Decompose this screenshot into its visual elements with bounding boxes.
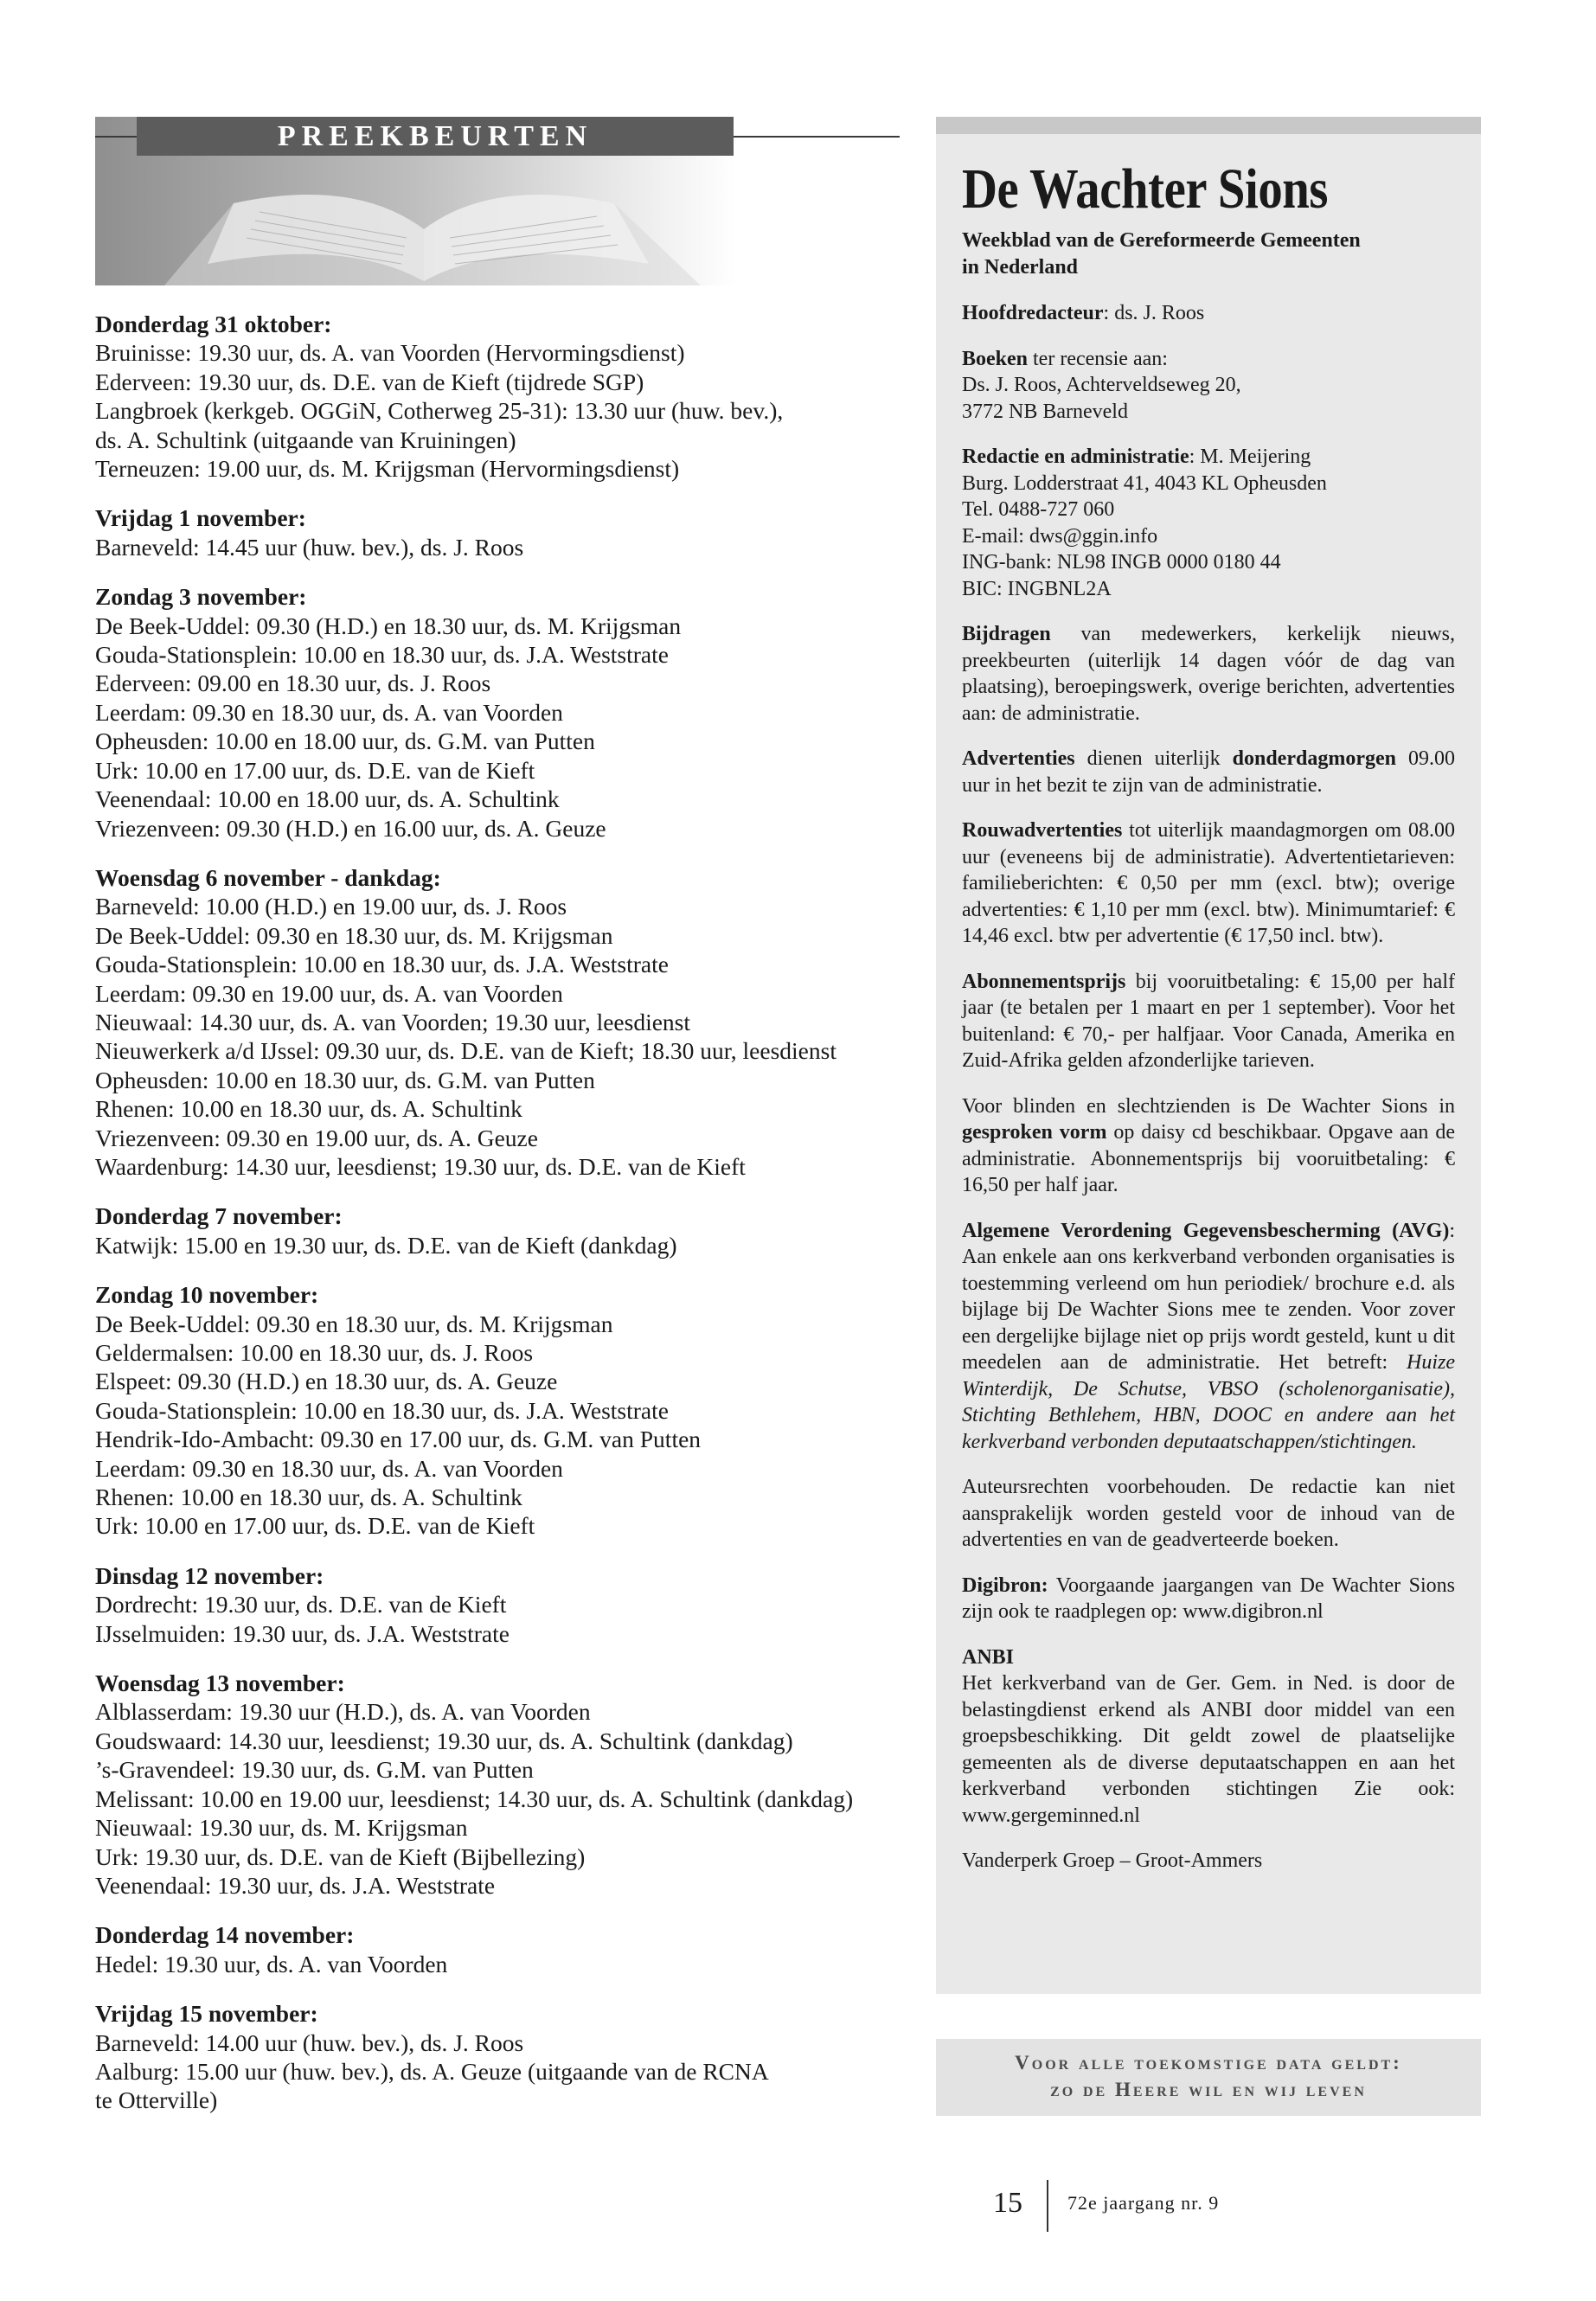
schedule-day	[95, 1669, 913, 1900]
service-entry: Nieuwerkerk a/d IJssel: 09.30 uur, ds. D.E. van de Kieft; 18.30 uur, leesdienst	[95, 1037, 836, 1065]
service-entry: De Beek-Uddel: 09.30 en 18.30 uur, ds. M. Krijgsman	[95, 1310, 613, 1337]
day-heading: Zondag 10 november:	[95, 1281, 319, 1309]
subscription-block: Abonnementsprijs bij vooruitbetaling: € 15,00 per half jaar (te betalen per 1 maart en per 1 september). Voor het buitenland: € 70,- per halfjaar. Voor Canada, Amerika en Zuid-Afrika gelden afzonderlijke tarieven.	[962, 970, 1455, 1072]
service-entry: Barneveld: 10.00 (H.D.) en 19.00 uur, ds. J. Roos	[95, 893, 567, 920]
service-entry: Terneuzen: 19.00 uur, ds. M. Krijgsman (Hervormingsdienst)	[95, 455, 680, 483]
email-text: E-mail: dws@ggin.info	[962, 524, 1158, 548]
service-entry: Urk: 10.00 en 17.00 uur, ds. D.E. van de Kieft	[95, 756, 535, 784]
service-entry: ’s-Gravendeel: 19.30 uur, ds. G.M. van Putten	[95, 1756, 534, 1784]
service-entry: Leerdam: 09.30 en 18.30 uur, ds. A. van Voorden	[95, 1454, 563, 1482]
service-entry: Leerdam: 09.30 en 18.30 uur, ds. A. van Voorden	[95, 698, 563, 726]
day-heading: Zondag 3 november:	[95, 583, 307, 611]
schedule-day	[95, 503, 913, 561]
page-number: 15	[993, 2187, 1022, 2219]
privacy-block: Algemene Verordening Gegevensbescherming (AVG): Aan enkele aan ons kerkverband verbonden organisaties is toestemming verleend om hun periodiek/ brochure e.d. als bijlage bij De Wachter Sions mee te zenden. Voor zover een dergelijke bijlage niet op prijs wordt gesteld, kunt u dit meedelen aan de administratie. Het betreft: Huize Winterdijk, De Schutse, VBSO (scholenorganisatie), Stichting Bethlehem, HBN, DOOC en andere aan het kerkverband verbonden deputaatschappen/stichtingen.	[962, 1219, 1455, 1453]
service-entry: Elspeet: 09.30 (H.D.) en 18.30 uur, ds. A. Geuze	[95, 1368, 558, 1395]
service-entry: De Beek-Uddel: 09.30 en 18.30 uur, ds. M. Krijgsman	[95, 921, 613, 949]
mourning-ads-block: Rouwadvertenties tot uiterlijk maandagmorgen om 08.00 uur (eveneens bij de administratie). Advertentietarieven: familieberichten: € 0,50 per mm (excl. btw); overige advertenties: € 1,10 per mm (excl. btw). Minimumtarief: € 14,46 excl. btw per advertentie (€ 17,50 incl. btw).	[962, 819, 1455, 947]
service-entry: Gouda-Stationsplein: 10.00 en 18.30 uur, ds. J.A. Weststrate	[95, 1396, 669, 1424]
service-entry: Waardenburg: 14.30 uur, leesdienst; 19.30 uur, ds. D.E. van de Kieft	[95, 1152, 746, 1180]
day-heading: Woensdag 13 november:	[95, 1670, 345, 1697]
service-entry: Rhenen: 10.00 en 18.30 uur, ds. A. Schultink	[95, 1095, 522, 1123]
books-block: Boeken ter recensie aan: Ds. J. Roos, Achterveldseweg 20, 3772 NB Barneveld	[962, 347, 1241, 423]
schedule-day	[95, 1202, 913, 1259]
schedule-day	[95, 1280, 913, 1541]
service-entry: Hedel: 19.30 uur, ds. A. van Voorden	[95, 1950, 448, 1977]
open-book-icon	[130, 169, 735, 285]
day-heading: Donderdag 7 november:	[95, 1202, 343, 1230]
advertisements-block: Advertenties dienen uiterlijk donderdagmorgen 09.00 uur in het bezit te zijn van de administratie.	[962, 747, 1455, 797]
service-entry: Bruinisse: 19.30 uur, ds. A. van Voorden (Hervormingsdienst)	[95, 339, 685, 367]
schedule-day	[95, 582, 913, 843]
schedule-day	[95, 863, 913, 1181]
volume-info: 72e jaargang nr. 9	[1067, 2192, 1220, 2214]
editor-block: Hoofdredacteur: ds. J. Roos	[962, 302, 1205, 324]
administration-block: Redactie en administratie: M. Meijering Burg. Lodderstraat 41, 4043 KL Opheusden Tel. 0488-727 060 E-mail: dws@ggin.info ING-bank: NL98 INGB 0000 0180 44 BIC: INGBNL2A	[962, 444, 1455, 602]
schedule-column	[95, 117, 913, 2136]
day-heading: Dinsdag 12 november:	[95, 1561, 324, 1589]
service-entry: Goudswaard: 14.30 uur, leesdienst; 19.30 uur, ds. A. Schultink (dankdag)	[95, 1727, 793, 1754]
contributions-block: Bijdragen van medewerkers, kerkelijk nieuws, preekbeurten (uiterlijk 14 dagen vóór de dag van plaatsing), beroepingswerk, overige berichten, advertenties aan: de administratie.	[962, 623, 1455, 725]
schedule-day	[95, 1999, 913, 2115]
service-entry: De Beek-Uddel: 09.30 (H.D.) en 18.30 uur, ds. M. Krijgsman	[95, 612, 682, 639]
service-entry: Rhenen: 10.00 en 18.30 uur, ds. A. Schultink	[95, 1484, 522, 1511]
footer-note: Voor alle toekomstige data geldt: zo de Heere wil en wij leven	[936, 2036, 1481, 2116]
day-heading: Vrijdag 1 november:	[95, 504, 306, 532]
service-entry: te Otterville)	[95, 2086, 218, 2114]
service-entry: Urk: 19.30 uur, ds. D.E. van de Kieft (Bijbellezing)	[95, 1843, 586, 1870]
service-entry: Barneveld: 14.45 uur (huw. bev.), ds. J. Roos	[95, 533, 524, 561]
service-entry: Ederveen: 19.30 uur, ds. D.E. van de Kieft (tijdrede SGP)	[95, 368, 644, 395]
service-entry: Veenendaal: 10.00 en 18.00 uur, ds. A. Schultink	[95, 785, 560, 813]
service-entry: IJsselmuiden: 19.30 uur, ds. J.A. Weststrate	[95, 1619, 510, 1647]
day-heading: Vrijdag 15 november:	[95, 2000, 318, 2028]
day-heading: Woensdag 6 november - dankdag:	[95, 863, 441, 891]
colophon-sidebar	[936, 117, 1481, 1994]
schedule-day	[95, 310, 913, 483]
service-entry: Aalburg: 15.00 uur (huw. bev.), ds. A. Geuze (uitgaande van de RCNA	[95, 2057, 769, 2085]
service-entry: Barneveld: 14.00 uur (huw. bev.), ds. J. Roos	[95, 2029, 524, 2056]
section-title: PREEKBEURTEN	[137, 117, 734, 156]
schedule-list	[95, 310, 913, 2115]
service-entry: Nieuwaal: 14.30 uur, ds. A. van Voorden; 19.30 uur, leesdienst	[95, 1008, 691, 1035]
copyright-block: Auteursrechten voorbehouden. De redactie kan niet aansprakelijk worden gesteld voor de inhoud van de advertenties en van de geadverteerde boeken.	[962, 1476, 1455, 1551]
magazine-subtitle: Weekblad van de Gereformeerde Gemeenten in Nederland	[962, 229, 1361, 279]
service-entry: Veenendaal: 19.30 uur, ds. J.A. Weststrate	[95, 1871, 496, 1899]
day-heading: Donderdag 31 oktober:	[95, 311, 332, 337]
service-entry: Vriezenveen: 09.30 (H.D.) en 16.00 uur, ds. A. Geuze	[95, 814, 606, 842]
service-entry: Langbroek (kerkgeb. OGGiN, Cotherweg 25-31): 13.30 uur (huw. bev.),	[95, 397, 784, 425]
service-entry: Urk: 10.00 en 17.00 uur, ds. D.E. van de Kieft	[95, 1512, 535, 1540]
day-heading: Donderdag 14 november:	[95, 1921, 355, 1949]
magazine-title: De Wachter Sions	[962, 157, 1329, 221]
footer-divider	[1047, 2180, 1048, 2232]
service-entry: Vriezenveen: 09.30 en 19.00 uur, ds. A. Geuze	[95, 1124, 538, 1151]
section-header	[95, 117, 917, 285]
service-entry: ds. A. Schultink (uitgaande van Kruiningen)	[95, 426, 516, 453]
service-entry: Gouda-Stationsplein: 10.00 en 18.30 uur, ds. J.A. Weststrate	[95, 641, 669, 669]
printer-block: Vanderperk Groep – Groot-Ammers	[962, 1849, 1263, 1872]
service-entry: Gouda-Stationsplein: 10.00 en 18.30 uur, ds. J.A. Weststrate	[95, 951, 669, 978]
service-entry: Hendrik-Ido-Ambacht: 09.30 en 17.00 uur, ds. G.M. van Putten	[95, 1426, 702, 1453]
schedule-day	[95, 1561, 913, 1648]
service-entry: Alblasserdam: 19.30 uur (H.D.), ds. A. van Voorden	[95, 1698, 591, 1726]
service-entry: Nieuwaal: 19.30 uur, ds. M. Krijgsman	[95, 1814, 468, 1842]
page-footer	[0, 2180, 1596, 2232]
service-entry: Melissant: 10.00 en 19.00 uur, leesdienst; 14.30 uur, ds. A. Schultink (dankdag)	[95, 1785, 854, 1812]
spoken-form-block: Voor blinden en slechtzienden is De Wachter Sions in gesproken vorm op daisy cd beschikbaar. Opgave aan de administratie. Abonnementsprijs bij vooruitbetaling: € 16,50 per half jaar.	[962, 1094, 1455, 1196]
schedule-day	[95, 1920, 913, 1978]
service-entry: Katwijk: 15.00 en 19.30 uur, ds. D.E. van de Kieft (dankdag)	[95, 1231, 677, 1259]
service-entry: Opheusden: 10.00 en 18.30 uur, ds. G.M. van Putten	[95, 1066, 595, 1093]
digibron-block: Digibron: Voorgaande jaargangen van De Wachter Sions zijn ook te raadplegen op: www.digibron.nl	[962, 1574, 1455, 1623]
service-entry: Ederveen: 09.00 en 18.30 uur, ds. J. Roos	[95, 670, 491, 697]
service-entry: Opheusden: 10.00 en 18.00 uur, ds. G.M. van Putten	[95, 727, 595, 755]
service-entry: Dordrecht: 19.30 uur, ds. D.E. van de Kieft	[95, 1591, 507, 1618]
service-entry: Geldermalsen: 10.00 en 18.30 uur, ds. J. Roos	[95, 1339, 534, 1366]
service-entry: Leerdam: 09.30 en 19.00 uur, ds. A. van Voorden	[95, 979, 563, 1007]
anbi-block: ANBI Het kerkverband van de Ger. Gem. in Ned. is door de belastingdienst erkend als ANBI door middel van een groepsbeschikking. Dit geldt zowel de plaatselijke gemeenten als de diverse deputaatschappen en aan het kerkverband verbonden stichtingen Zie ook: www.gergeminned.nl	[962, 1645, 1455, 1827]
